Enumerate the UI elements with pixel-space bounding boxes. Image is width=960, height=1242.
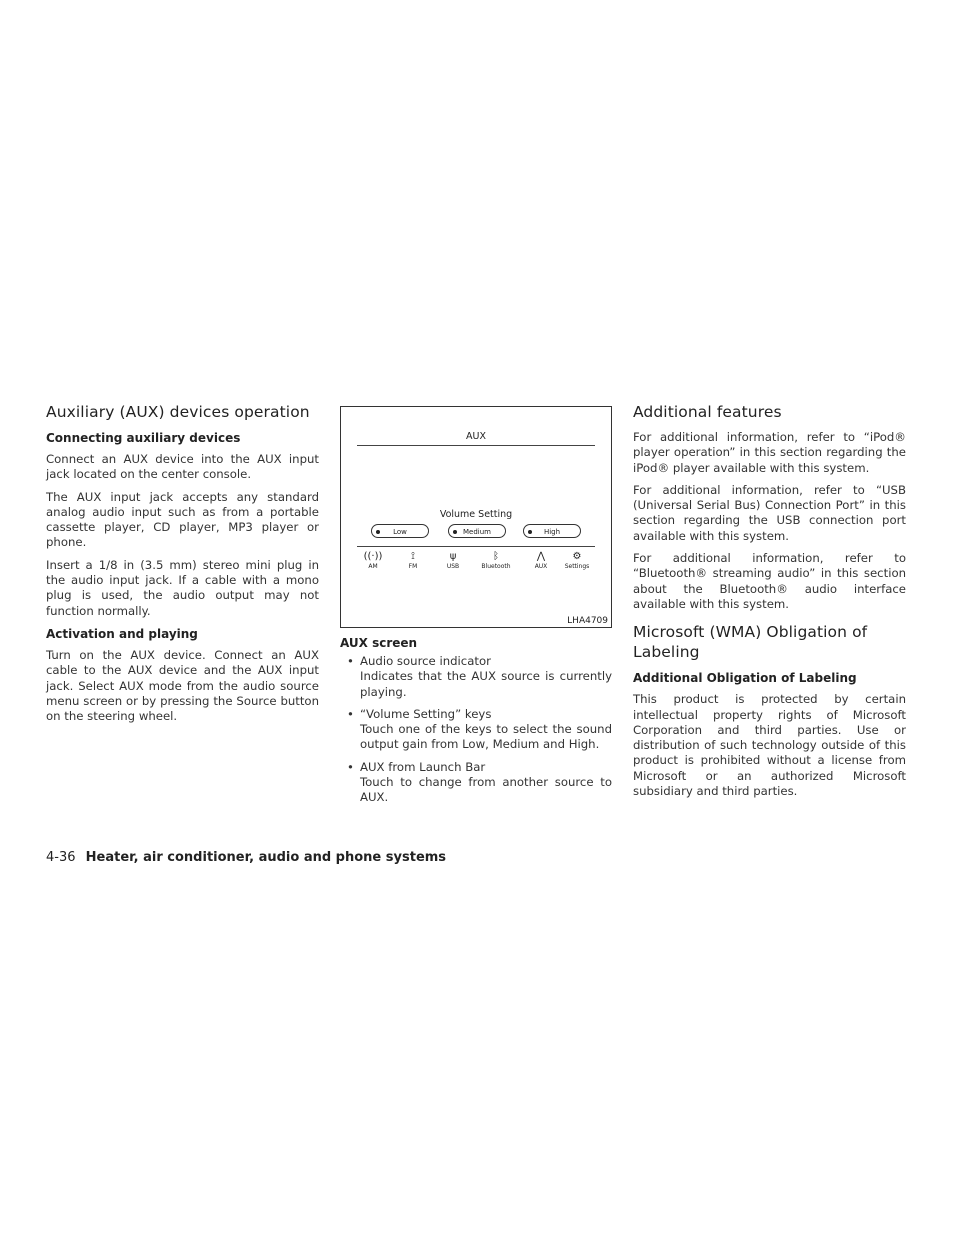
section-heading-microsoft: Microsoft (WMA) Obligation of Labeling [633, 623, 868, 662]
key-label: High [543, 528, 561, 536]
key-label: Low [393, 528, 407, 536]
column-additional-features [633, 402, 906, 806]
usb-icon: ψ [449, 551, 457, 562]
bullet-dot: • [347, 759, 354, 774]
list-item [340, 760, 612, 806]
page-footer [46, 850, 446, 865]
bullet-list [340, 654, 612, 806]
section-heading-additional-features: Additional features [633, 403, 782, 421]
launch-bar-label: FM [408, 563, 418, 570]
bullet-description: Touch to change from another source to AUX. [360, 775, 612, 805]
figure-caption: AUX screen [340, 636, 418, 650]
paragraph: For additional information, refer to “USB (Universal Serial Bus) Connection Port” in this section regarding the USB connection port available with this system. [633, 482, 906, 543]
paragraph: Connect an AUX device into the AUX input jack located on the center console. [46, 452, 319, 482]
subheading-obligation: Additional Obligation of Labeling [633, 671, 857, 686]
launch-bar-settings[interactable] [557, 551, 597, 571]
launch-bar-fm[interactable] [393, 551, 433, 571]
paragraph: This product is protected by certain intellectual property rights of Microsoft Corporation and third parties. Use or distribution of such technology outside of this product is prohibited without a license from Microsoft or an authorized Microsoft subsidiary and third parties. [633, 692, 906, 799]
launch-bar-label: AUX [534, 563, 548, 570]
volume-high-key[interactable] [523, 524, 581, 538]
chapter-title: Heater, air conditioner, audio and phone systems [85, 850, 447, 865]
bullet-title: Audio source indicator [360, 654, 491, 668]
volume-setting-label: Volume Setting [439, 509, 513, 520]
launch-bar-label: Bluetooth [481, 563, 511, 570]
launch-bar-am[interactable] [353, 551, 393, 571]
launch-bar-aux[interactable] [521, 551, 561, 571]
aux-screen-figure [340, 406, 612, 628]
column-aux-screen [340, 402, 612, 813]
paragraph: For additional information, refer to “Bluetooth® streaming audio” in this section about the Bluetooth® audio interface available with this system. [633, 551, 906, 611]
am-icon: ((·)) [363, 551, 383, 562]
launch-bar [357, 546, 595, 577]
paragraph: The AUX input jack accepts any standard analog audio input such as from a portable cassette player, CD player, MP3 player or phone. [46, 489, 319, 550]
paragraph: For additional information, refer to “iPod® player operation” in this section regarding the iPod® player available with this system. [633, 430, 906, 475]
figure-code: LHA4709 [567, 616, 608, 626]
launch-bar-label: USB [446, 563, 460, 570]
launch-bar-bluetooth[interactable] [476, 551, 516, 571]
paragraph: Turn on the AUX device. Connect an AUX cable to the AUX device and the AUX input jack. Select AUX mode from the audio source menu screen or by pressing the Source button on the steering wheel. [46, 647, 319, 724]
subheading-connecting: Connecting auxiliary devices [46, 431, 241, 445]
key-label: Medium [463, 528, 491, 536]
volume-medium-key[interactable] [448, 524, 506, 538]
bullet-description: Indicates that the AUX source is currently playing. [360, 669, 612, 699]
column-aux-operation [46, 402, 319, 731]
fm-icon: ⟟ [411, 551, 415, 562]
list-item [340, 707, 612, 753]
launch-bar-label: Settings [564, 563, 590, 570]
settings-icon: ⚙ [572, 551, 582, 562]
bullet-dot: • [347, 706, 354, 721]
bullet-dot: • [347, 654, 354, 668]
page-number: 4-36 [46, 850, 76, 865]
bullet-title: “Volume Setting” keys [360, 706, 492, 721]
aux-icon: ⋀ [536, 551, 546, 562]
bluetooth-icon: ᛒ [493, 551, 499, 562]
section-heading-aux: Auxiliary (AUX) devices operation [46, 403, 310, 421]
list-item [340, 654, 612, 700]
launch-bar-label: AM [368, 563, 378, 570]
audio-source-indicator: AUX [357, 429, 595, 446]
bullet-title: AUX from Launch Bar [360, 759, 486, 774]
paragraph: Insert a 1/8 in (3.5 mm) stereo mini plug in the audio input jack. If a cable with a mono plug is used, the audio output may not function normally. [46, 557, 319, 618]
volume-low-key[interactable] [371, 524, 429, 538]
launch-bar-usb[interactable] [433, 551, 473, 571]
subheading-activation: Activation and playing [46, 626, 198, 641]
bullet-description: Touch one of the keys to select the sound output gain from Low, Medium and High. [360, 722, 612, 752]
